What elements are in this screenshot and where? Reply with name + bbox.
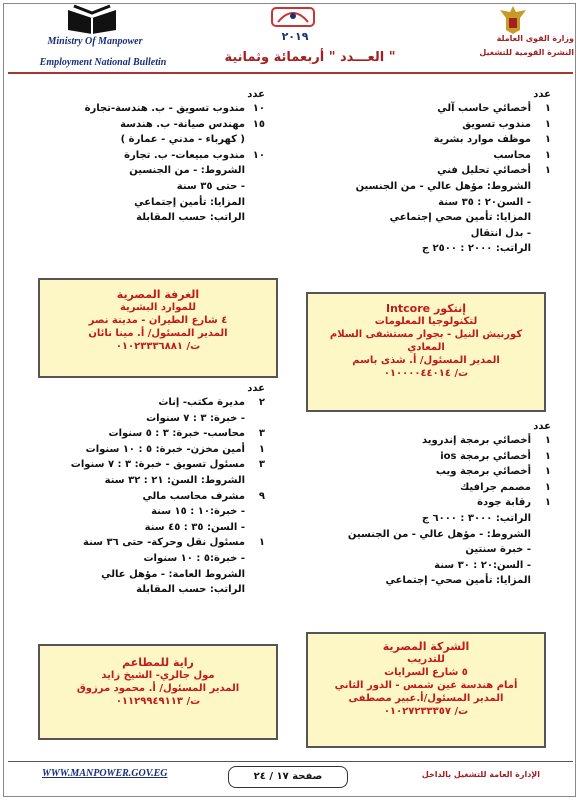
listing-row [311,241,551,257]
listing-row [311,179,551,195]
listing-text: الشروط العامة: - مؤهل عالي [101,568,245,580]
contact-line: المعادي [407,342,445,353]
issue-year: ٢٠١٩ [281,30,309,43]
listing-text: أخصائي برمجة ios [440,450,531,462]
contact-box-egyptian-chamber [38,278,278,378]
listing-row [15,457,265,473]
contact-line: ت/ ٠١٠٢٣٣٣٦٨٨١ [115,341,201,352]
count-value: ١٠ [252,149,265,161]
listing-text: - السن٢٠ : ٣٥ سنة [438,196,531,208]
listing-row [15,395,265,411]
listing-row [25,148,265,164]
listing-row [311,117,551,133]
listing-text: رقابة جودة [477,497,531,509]
listing-text: مندوب مبيعات- ب. تجارة [124,149,245,161]
header-divider [8,72,573,74]
count-value: ٩ [258,490,265,502]
listing-text: الراتب: حسب المقابلة [136,584,245,596]
listing-text: مصمم جرافيك [460,481,531,493]
listing-row [25,179,265,195]
count-value: ١ [544,165,551,177]
listing-text: - خبرة سنتين [465,544,531,556]
listing-text: موظف موارد بشرية [433,134,531,146]
contact-line: المدير المسئول/ أ. مينا نائان [88,328,228,339]
contact-line: الشركة المصرية [382,640,470,653]
listing-text: - السن:٢٠ : ٣٠ سنة [434,559,531,571]
contact-line: الغرفة المصرية [116,288,200,301]
listing-text: الشروط: - من الجنسين [129,165,245,177]
listing-row [25,117,265,133]
contact-line: كورنيش النيل - بجوار مستشفى السلام [329,329,523,340]
contact-box-raya-restaurants [38,644,278,740]
listing-row [25,101,265,117]
listing-text: - خبرة:٥ : ١٠ سنوات [143,552,245,564]
listing-text: - خبرة:١٠ : ١٥ سنة [151,506,245,518]
page-number: صفحة ١٧ / ٢٤ [228,766,348,788]
listing-row [311,163,551,179]
contact-line: المدير المسئول/أ.عبير مصطفى [348,693,504,704]
count-value: ١ [544,466,551,478]
listing-text: أخصائي برمجة ويب [435,466,531,478]
listing-row [15,489,265,505]
listing-row [311,495,551,511]
ministry-name-en: Ministry Of Manpower [47,36,143,47]
listing-text: مندوب تسويق [462,118,531,130]
listing-text: الراتب: ٢٠٠٠ : ٢٥٠٠ ج [421,243,531,255]
listing-text: محاسب [493,149,531,161]
count-header: عدد [247,89,265,100]
contact-line: إنتكور Intcore [385,302,466,315]
section2-right-listing [311,420,551,589]
listing-row [15,551,265,567]
contact-line: المدير المسئول/ أ. محمود مرزوق [76,683,240,694]
count-value: ٢ [258,397,265,408]
section2-left-listing [15,382,265,598]
contact-line: ٤ شارع الطيران - مدينة نصر [88,315,228,326]
listing-text: - خبرة: ٣ : ٧ سنوات [146,412,245,424]
listing-text: - السن: ٣٥ : ٤٥ سنة [144,521,245,533]
footer-divider [8,761,573,762]
listing-text: - حتى ٣٥ سنة [176,180,245,192]
listing-row [311,464,551,480]
count-value: ٣ [258,428,265,440]
listing-text: المزايا: تأمين إجتماعي [134,196,245,208]
website-link[interactable]: WWW.MANPOWER.GOV.EG [42,768,168,779]
contact-line: ت/ ٠١٠٢٧٢٣٣٣٥٧ [383,706,469,717]
listing-row [311,542,551,558]
listing-text: المزايا: تأمين صحي إجتماعي [389,212,531,224]
listing-text: مسئول نقل وحركة- حتى ٣٦ سنة [83,537,245,549]
listing-text: مشرف محاسب مالي [142,490,245,502]
listing-row [311,511,551,527]
contact-line: للموارد البشرية [119,302,197,313]
egypt-eagle-icon [496,4,530,36]
section1-right-listing [311,88,551,257]
listing-row [311,195,551,211]
count-value: ١٥ [252,118,265,130]
ministry-logo-icon [64,4,120,36]
count-value: ١ [544,450,551,462]
count-value: ١ [544,435,551,446]
listing-row [15,504,265,520]
contact-line: راية للمطاعم [122,656,194,669]
contact-box-intcore [306,292,546,412]
listing-text: الشروط: - مؤهل عالي - من الجنسين [347,528,531,540]
count-value: ١ [544,497,551,509]
listing-row [25,195,265,211]
listing-text: أخصائي برمجة إندرويد [422,435,531,446]
listing-row [15,582,265,598]
count-value: ١ [544,103,551,114]
listing-row [311,573,551,589]
count-header: عدد [533,421,551,432]
contact-line: ٥ شارع السرايات [384,667,468,678]
bulletin-name-en: Employment National Bulletin [39,57,167,68]
listing-text: مديرة مكتب- إناث [158,397,245,408]
count-header: عدد [247,383,265,394]
listing-row [311,132,551,148]
listing-row [311,480,551,496]
listing-text: ( كهرباء - مدني - عمارة ) [120,134,245,146]
listing-row [15,473,265,489]
listing-row [25,163,265,179]
count-value: ١ [258,443,265,455]
listing-row [311,148,551,164]
count-value: ١ [544,149,551,161]
listing-row [311,449,551,465]
listing-row [15,520,265,536]
bulletin-logo-icon [268,4,318,32]
listing-text: أخصائي حاسب آلي [437,103,531,114]
listing-row [311,558,551,574]
listing-text: أخصائي تحليل فني [437,165,531,177]
listing-text: مهندس صيانة- ب. هندسة [120,118,245,130]
contact-line: ت/ ٠١٠٠٠٠٤٤٠١٤ [383,368,469,379]
listing-row [15,411,265,427]
contact-line: مول جالري- الشيخ زايد [101,670,215,681]
listing-text: مسئول تسويق - خبرة: ٣ : ٧ سنوات [70,459,245,471]
listing-row [25,132,265,148]
issue-title: العـــدد " أربعمائة وثمانية " [224,50,396,65]
listing-row [25,210,265,226]
listing-row [311,433,551,449]
count-value: ١٠ [252,103,265,114]
listing-row [15,442,265,458]
count-header: عدد [533,89,551,100]
listing-text: مندوب تسويق - ب. هندسة-تجارة [84,103,245,114]
count-value: ٣ [258,459,265,471]
listing-row [311,210,551,226]
department-name: الإدارة العامة للتشغيل بالداخل [421,770,540,779]
contact-line: أمام هندسة عين شمس - الدور الثاني [334,680,518,691]
listing-text: الشروط: السن: ٢١ : ٣٢ سنة [104,474,245,486]
listing-row [15,426,265,442]
count-value: ١ [258,537,265,549]
contact-line: المدير المسئول/ أ. شذى باسم [352,355,500,366]
listing-text: الشروط: مؤهل عالي - من الجنسين [355,180,531,192]
listing-text: - بدل انتقال [470,227,531,239]
listing-row [311,226,551,242]
count-value: ١ [544,134,551,146]
listing-row [15,535,265,551]
listing-row [311,527,551,543]
ministry-name-ar: وزارة القوى العاملة [496,34,574,43]
count-value: ١ [544,118,551,130]
listing-text: محاسب- خبرة: ٣ : ٥ سنوات [108,428,245,440]
contact-line: لتكنولوجيا المعلومات [374,316,478,327]
contact-line: للتدريب [407,654,445,665]
listing-text: الراتب: حسب المقابلة [136,212,245,224]
section1-left-listing [25,88,265,226]
contact-line: ت/ ٠١١٢٩٩٤٩١١٣ [115,696,201,707]
listing-row [311,101,551,117]
bulletin-name-ar: النشرة القومية للتشغيل [479,48,574,57]
listing-text: الراتب: ٣٠٠٠ : ٦٠٠٠ ج [421,512,531,524]
listing-text: المزايا: تأمين صحي- إجتماعي [385,575,531,587]
listing-row [15,567,265,583]
listing-text: أمين مخزن- خبرة: ٥ : ١٠ سنوات [85,443,245,455]
contact-box-egyptian-training [306,632,546,748]
count-value: ١ [544,481,551,493]
